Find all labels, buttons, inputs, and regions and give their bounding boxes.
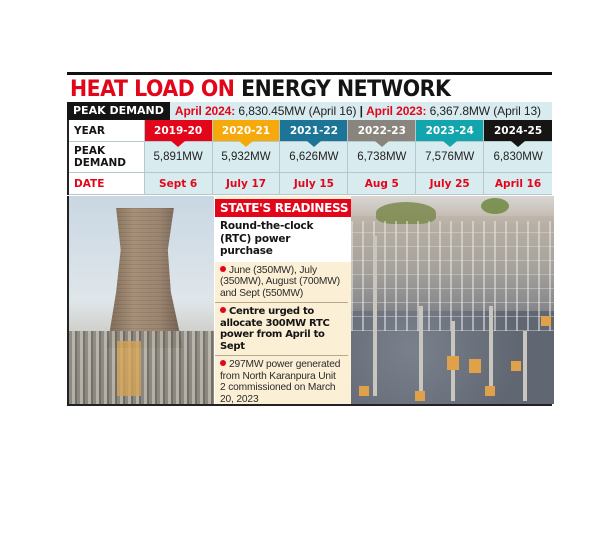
substation-photo — [351, 196, 554, 404]
date-cell: April 16 — [484, 173, 552, 194]
readiness-item — [215, 356, 348, 408]
date-cell: Sept 6 — [145, 173, 213, 194]
insulator-base — [469, 359, 481, 373]
bullet-icon — [220, 266, 226, 272]
peak-2023-value: 6,367.8MW (April 13) — [429, 104, 541, 118]
insulator-base — [359, 386, 369, 396]
year-row-label: YEAR — [69, 120, 145, 141]
peak-cell: 5,891MW — [145, 142, 213, 172]
peak-cell: 5,932MW — [213, 142, 281, 172]
peak-demand-row-label: PEAK DEMAND — [69, 142, 145, 172]
insulator-base — [511, 361, 521, 371]
insulator-base — [447, 356, 459, 370]
peak-cell: 6,626MW — [280, 142, 348, 172]
year-cell: 2021-22 — [280, 120, 348, 141]
date-row — [69, 173, 552, 195]
insulator-base — [485, 386, 495, 396]
pylon — [523, 331, 527, 401]
insulator-base — [541, 316, 551, 326]
year-cell: 2020-21 — [213, 120, 281, 141]
peak-demand-label: PEAK DEMAND — [67, 102, 170, 120]
bullet-icon — [220, 360, 226, 366]
top-rule — [67, 72, 552, 75]
readiness-item — [215, 262, 348, 304]
peak-cell: 6,830MW — [484, 142, 552, 172]
steel-structures — [351, 221, 554, 331]
date-cell: July 17 — [213, 173, 281, 194]
year-row — [69, 120, 552, 142]
readiness-item-text: Centre urged to allocate 300MW RTC power from April to Sept — [220, 306, 330, 352]
cooling-tower-photo — [69, 196, 214, 404]
headline — [70, 77, 450, 103]
tower-texture — [107, 208, 183, 348]
demand-table — [67, 120, 552, 195]
headline-black: ENERGY NETWORK — [241, 77, 451, 102]
readiness-item-text: 297MW power generated from North Karanpura Unit 2 commissioned on March 20, 2023 — [220, 359, 341, 405]
date-row-label: DATE — [69, 173, 145, 194]
infographic — [67, 72, 552, 406]
substation-foreground — [69, 331, 214, 404]
readiness-panel — [214, 196, 351, 404]
peak-2023-label: April 2023: — [366, 104, 427, 118]
peak-cell: 6,738MW — [348, 142, 416, 172]
pylon — [419, 306, 423, 396]
readiness-item-text: June (350MW), July (350MW), August (700MW) and Sept (550MW) — [220, 264, 340, 299]
peak-demand-bar — [67, 102, 552, 120]
headline-red: HEAT LOAD ON — [70, 77, 235, 102]
readiness-heading: STATE'S READINESS — [215, 199, 351, 217]
year-cell: 2022-23 — [348, 120, 416, 141]
peak-cell: 7,576MW — [416, 142, 484, 172]
pylon — [489, 306, 493, 391]
year-cell: 2024-25 — [484, 120, 552, 141]
insulator-base — [415, 391, 425, 401]
year-cell: 2019-20 — [145, 120, 213, 141]
peak-2024-label: April 2024: — [174, 104, 236, 118]
bullet-icon — [220, 307, 226, 313]
year-cell: 2023-24 — [416, 120, 484, 141]
tree — [481, 198, 509, 214]
peak-demand-text — [170, 104, 541, 118]
date-cell: Aug 5 — [348, 173, 416, 194]
date-cell: July 25 — [416, 173, 484, 194]
readiness-subheading: Round-the-clock (RTC) power purchase — [215, 217, 351, 262]
bottom-section — [67, 196, 552, 406]
peak-2024-value: 6,830.45MW (April 16) — [238, 104, 357, 118]
separator: | — [359, 104, 363, 118]
readiness-item — [215, 303, 348, 356]
pylon — [373, 236, 377, 396]
date-cell: July 15 — [280, 173, 348, 194]
